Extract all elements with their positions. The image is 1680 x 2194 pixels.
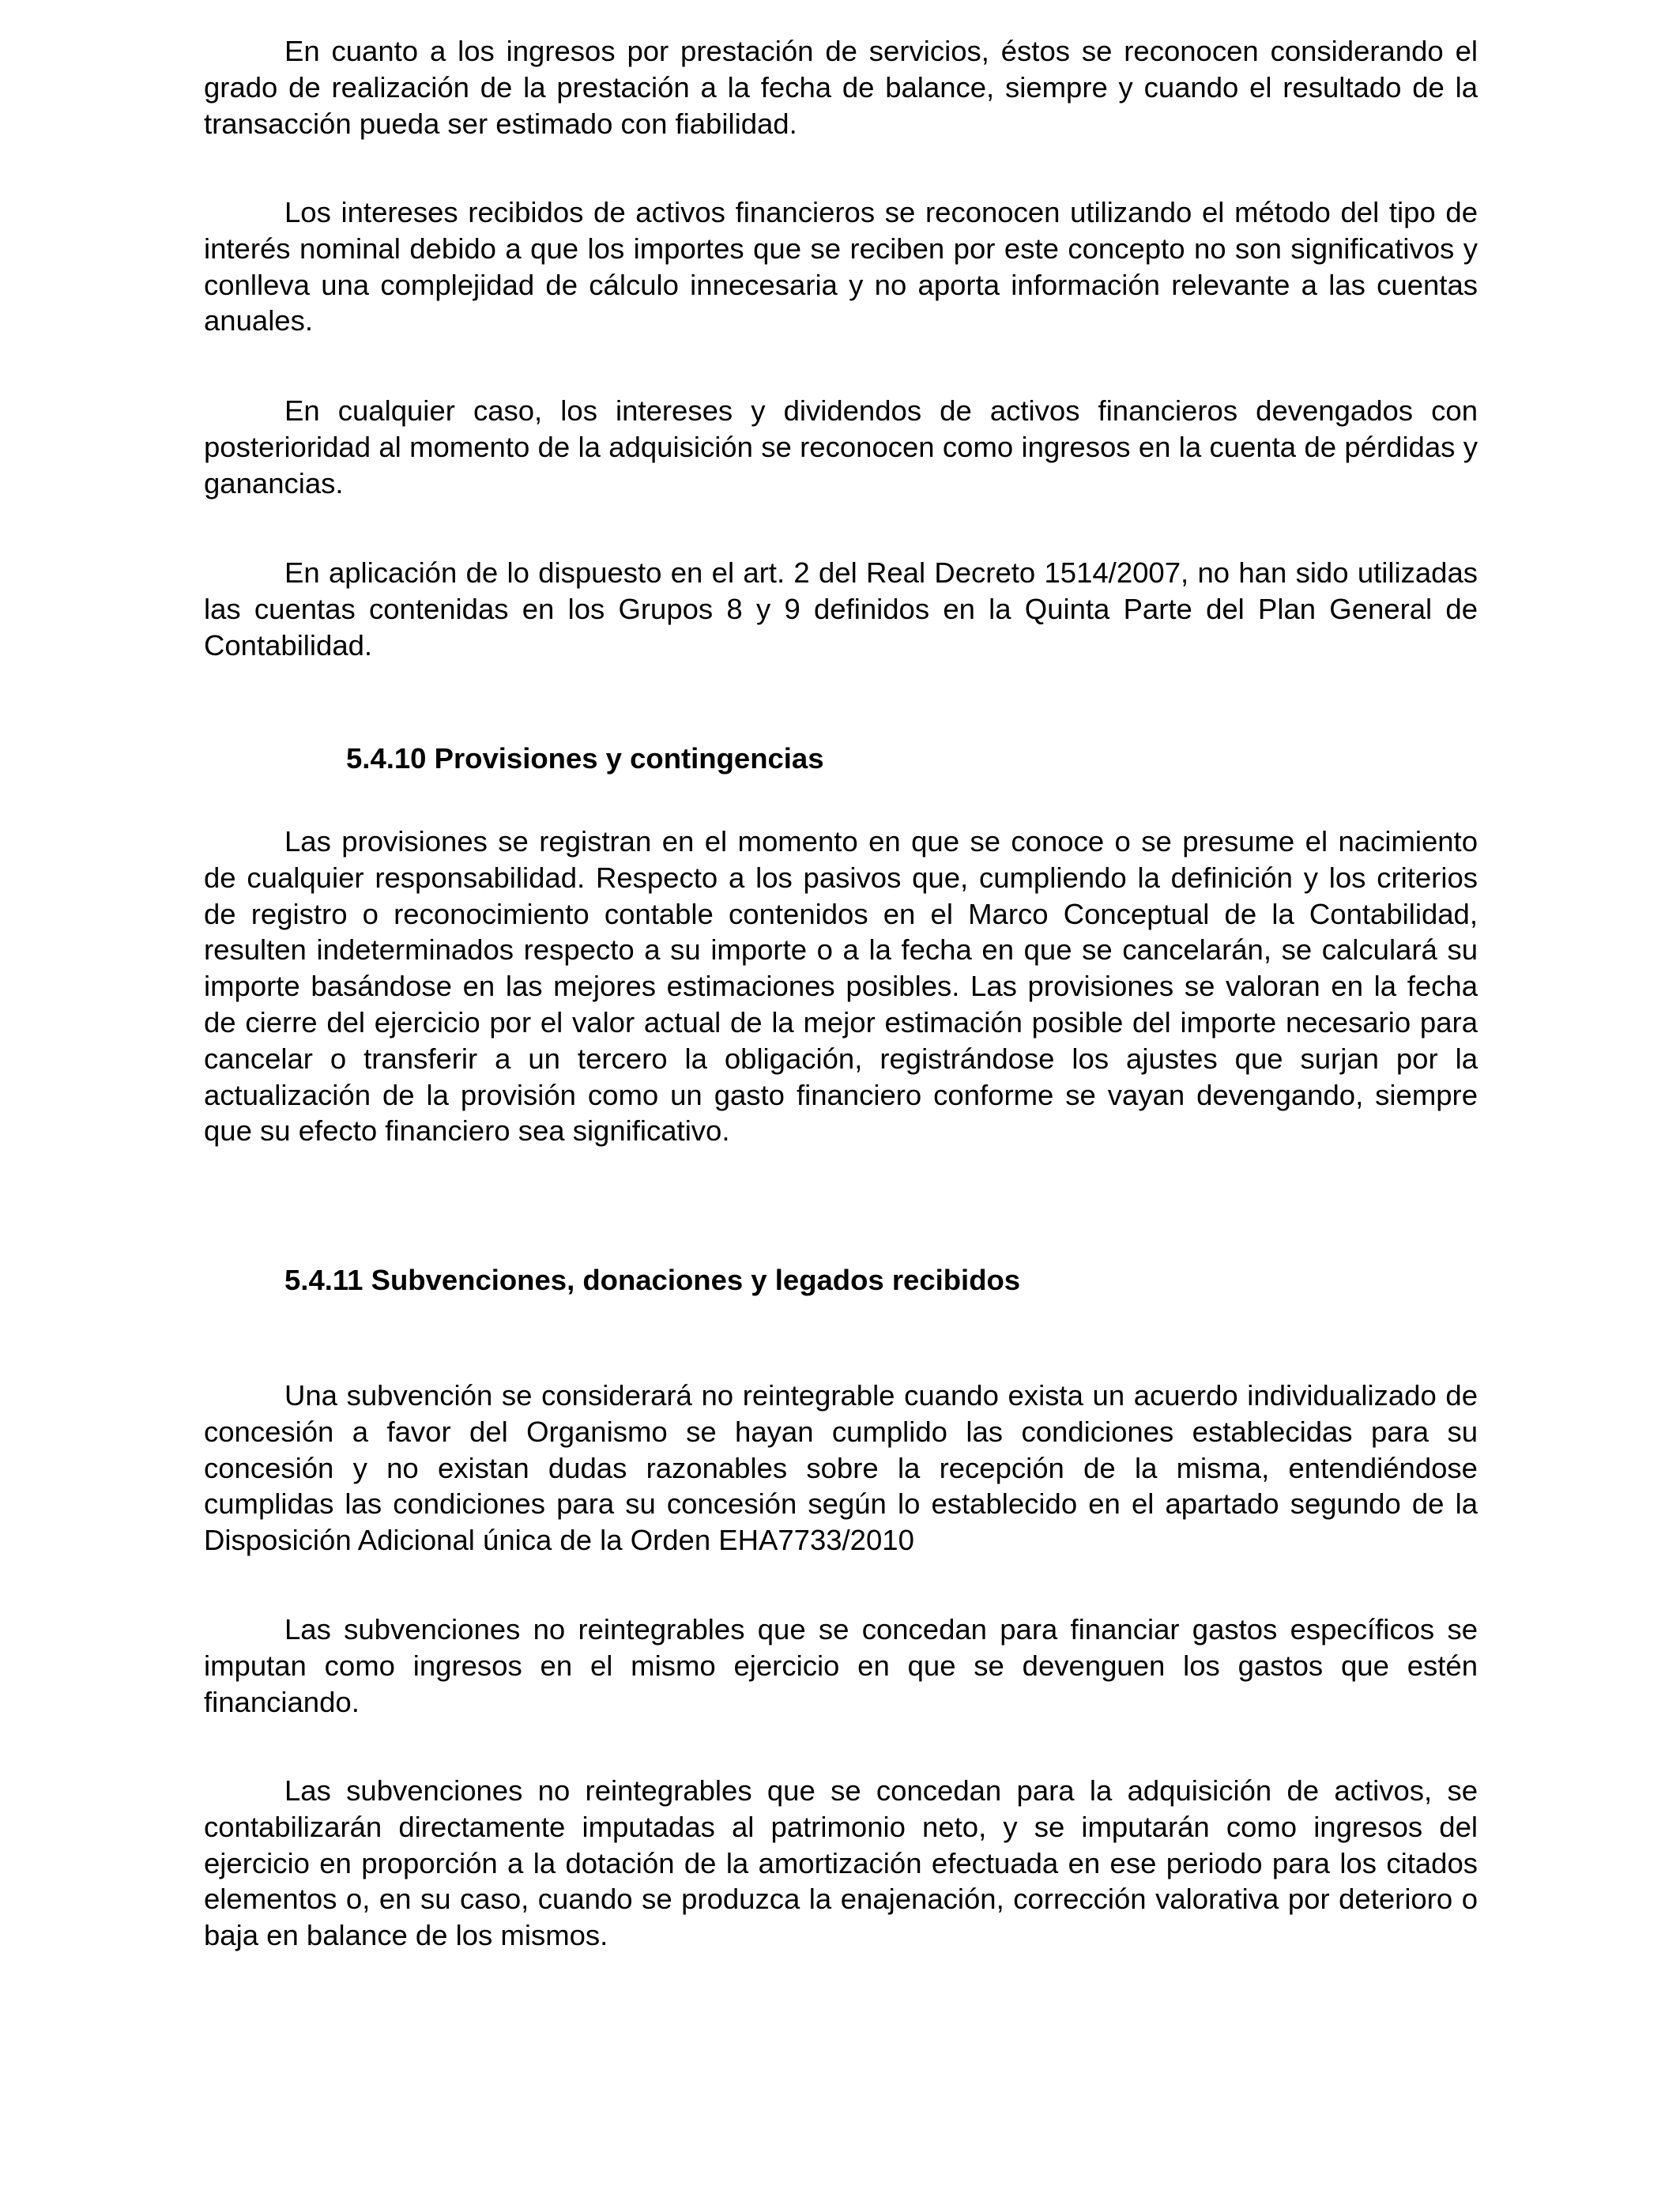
paragraph-real-decreto: En aplicación de lo dispuesto en el art. 2 del Real Decreto 1514/2007, no han sido utilizadas las cuentas contenidas en los Grupos 8 y 9 definidos en la Quinta Parte del Plan General de Contabilidad.	[204, 556, 1478, 662]
paragraph-service-income: En cuanto a los ingresos por prestación de servicios, éstos se reconocen considerando el grado de realización de la prestación a la fecha de balance, siempre y cuando el resultado de la transacción pueda ser estimado con fiabilidad.	[204, 35, 1478, 140]
paragraph-financial-interest: Los intereses recibidos de activos financieros se reconocen utilizando el método del tipo de interés nominal debido a que los importes que se reciben por este concepto no son significativos y conlleva una complejidad de cálculo innecesaria y no aporta información relevante a las cuentas anuales.	[204, 196, 1478, 337]
paragraph-subvencion-no-reintegrable: Una subvención se considerará no reintegrable cuando exista un acuerdo individualizado de concesión a favor del Organismo se hayan cumplido las condiciones establecidas para su concesión y no existan dudas razonables sobre la recepción de la misma, entendiéndose cumplidas las condiciones para su concesión según lo establecido en el apartado segundo de la Disposición Adicional única de la Orden EHA7733/2010	[204, 1379, 1478, 1557]
paragraph-provisiones: Las provisiones se registran en el momento en que se conoce o se presume el nacimiento de cualquier responsabilidad. Respecto a los pasivos que, cumpliendo la definición y los criterios de registro o reconocimiento contable contenidos en el Marco Conceptual de la Contabilidad, resulten indeterminados respecto a su importe o a la fecha en que se cancelarán, se calculará su importe basándose en las mejores estimaciones posibles. Las provisiones se valoran en la fecha de cierre del ejercicio por el valor actual de la mejor estimación posible del importe necesario para cancelar o transferir a un tercero la obligación, registrándose los ajustes que surjan por la actualización de la provisión como un gasto financiero conforme se vayan devengando, siempre que su efecto financiero sea significativo.	[204, 825, 1478, 1148]
section-heading-provisiones: 5.4.10 Provisiones y contingencias	[346, 742, 824, 775]
section-heading-subvenciones: 5.4.11 Subvenciones, donaciones y legados recibidos	[284, 1264, 1021, 1296]
paragraph-subvenciones-activos: Las subvenciones no reintegrables que se concedan para la adquisición de activos, se contabilizarán directamente imputadas al patrimonio neto, y se imputarán como ingresos del ejercicio en proporción a la dotación de la amortización efectuada en ese periodo para los citados elementos o, en su caso, cuando se produzca la enajenación, corrección valorativa por deterioro o baja en balance de los mismos.	[204, 1774, 1478, 1952]
paragraph-subvenciones-gastos: Las subvenciones no reintegrables que se concedan para financiar gastos específicos se imputan como ingresos en el mismo ejercicio en que se devenguen los gastos que estén financiando.	[204, 1613, 1478, 1718]
paragraph-dividends: En cualquier caso, los intereses y dividendos de activos financieros devengados con posterioridad al momento de la adquisición se reconocen como ingresos en la cuenta de pérdidas y ganancias.	[204, 394, 1478, 499]
